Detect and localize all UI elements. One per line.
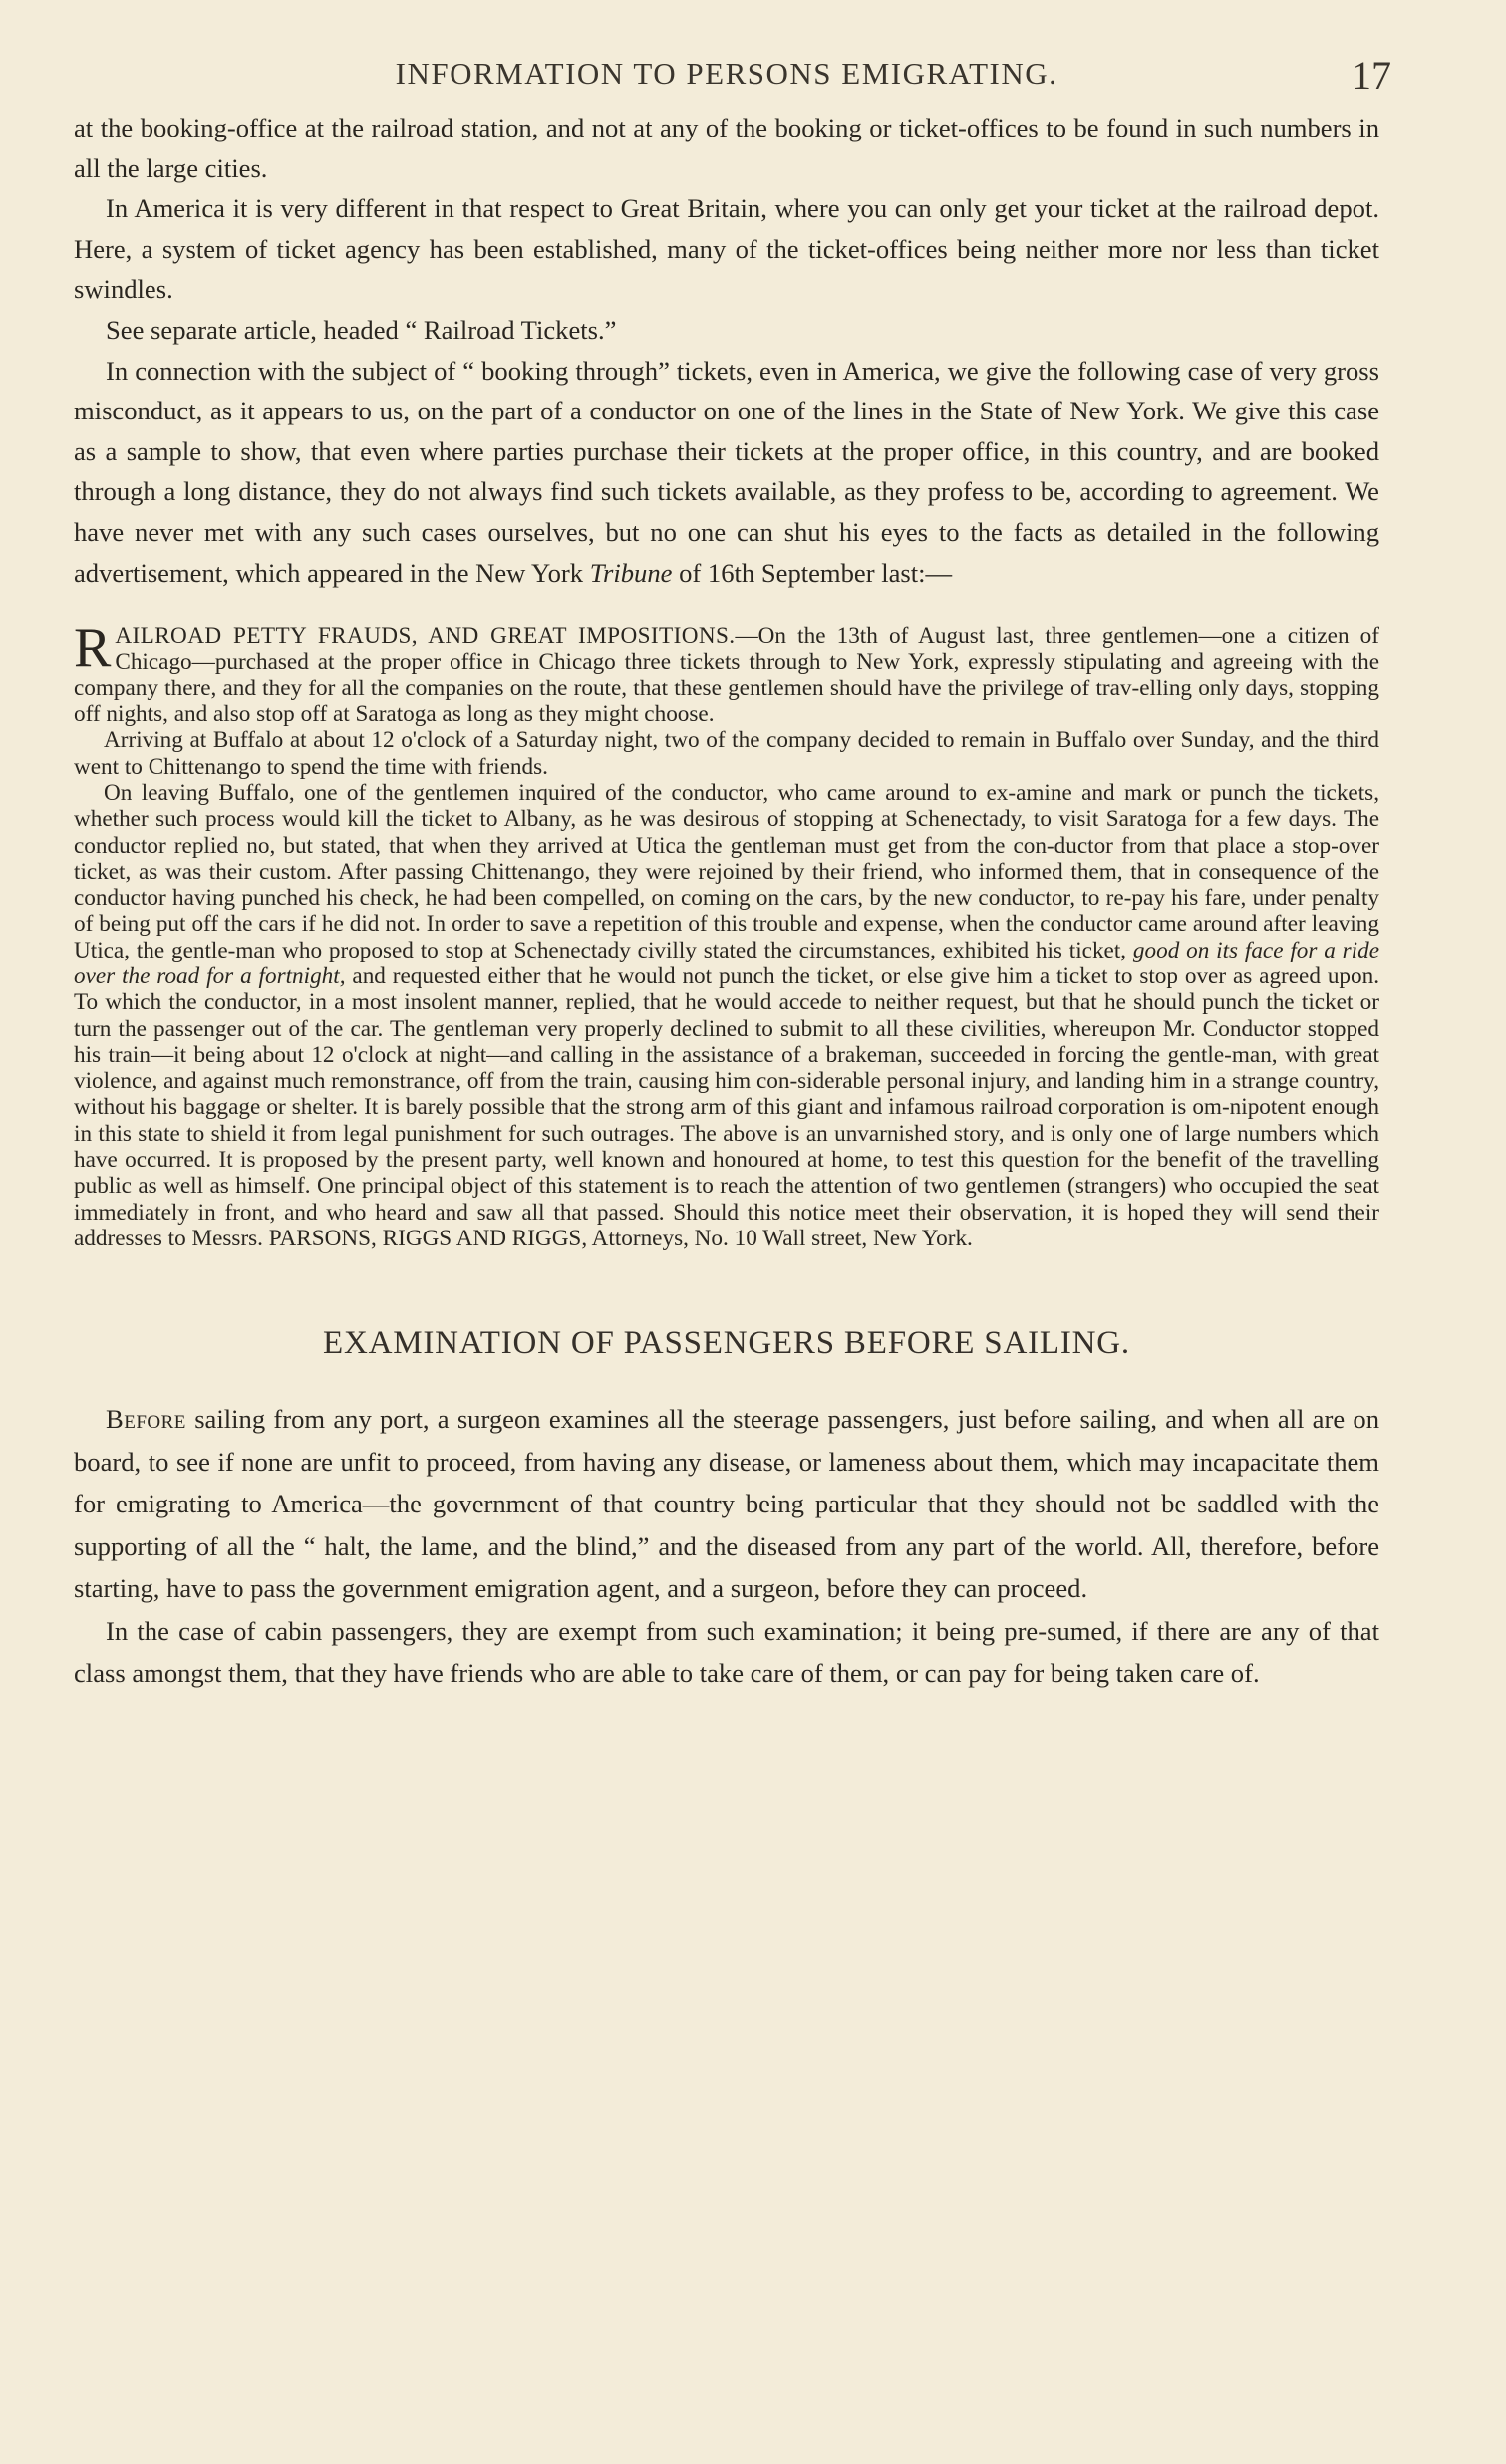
advertisement-paragraph-1-text: —On the 13th of August last, three gentlemen—one a citizen of Chicago—purchased at the proper office in Chicago three tickets through to New York, expressly stipulating and agreeing with the company there, and they for all the companies on the route, that these gentlemen should have the privilege of trav-elling only days, stopping off nights, and also stop off at Saratoga as long as they might choose. — [74, 623, 1379, 728]
paragraph-lead-word: Before — [106, 1404, 186, 1435]
advertisement-paragraph-3-text: On leaving Buffalo, one of the gentlemen inquired of the conductor, who came around to ex-amine and mark or punch the tickets, whether such process would kill the ticket to Albany, as he was desirous of stopping at Schenectady, to visit Saratoga for a few days. The conductor replied no, but stated, that when they arrived at Utica the gentleman must get from the con-ductor from that place a stop-over ticket, as was their custom. After passing Chittenango, they were rejoined by their friend, who informed them, that in consequence of the conductor having punched his check, he had been compelled, on coming on the cars, by the new conductor, to re-pay his fare, under penalty of being put off the cars if he did not. In order to save a repetition of this trouble and expense, when the conductor came around after leaving Utica, the gentle-man who proposed to stop at Schenectady civilly stated the circumstances, exhibited his ticket, — [74, 779, 1379, 963]
drop-cap: R — [74, 617, 112, 680]
page — [74, 53, 1391, 1695]
paragraph-examination-text: sailing from any port, a surgeon examines all the steerage passengers, just before sailing, and when all are on board, to see if none are unfit to proceed, from having any disease, or lameness about them, which may incapacitate them for emigrating to America—the government of that country being particular that they should not be saddled with the supporting of all the “ halt, the lame, and the blind,” and the diseased from any part of the world. All, therefore, before starting, have to pass the government emigration agent, and a surgeon, before they can proceed. — [74, 1404, 1380, 1604]
advertisement-paragraph-2: Arriving at Buffalo at about 12 o'clock of a Saturday night, two of the company decided to remain in Buffalo over Sunday, and the third went to Chittenango to spend the time with friends. — [74, 727, 1379, 780]
advertisement-paragraph-1 — [74, 617, 1379, 728]
advertisement — [74, 617, 1380, 1251]
section-title: EXAMINATION OF PASSENGERS BEFORE SAILING. — [323, 1325, 1130, 1362]
paragraph-booking-through-text: In connection with the subject of “ booking through” tickets, even in America, we give the following case of very gross misconduct, as it appears to us, on the part of a conductor on one of the lines in the State of New York. We give this case as a sample to show, that even where parties purchase their tickets at the proper office, in this country, and are booked through a long distance, they do not always find such tickets available, as they profess to be, according to agreement. We have never met with any such cases ourselves, but no one can shut his eyes to the facts as detailed in the following advertisement, which appeared in the New York — [74, 355, 1379, 588]
paragraph-booking-through-end: of 16th September last:— — [679, 557, 953, 588]
advertisement-paragraph-3-end: and requested either that he would not punch the ticket, or else give him a ticket to stop over as agreed upon. To which the conductor, in a most insolent manner, replied, that he would accede to neither request, but that he should punch the ticket or turn the passenger out of the car. The gentleman very properly declined to submit to all these civilities, whereupon Mr. Conductor stopped his train—it being about 12 o'clock at night—and calling in the assistance of a brakeman, succeeded in forcing the gentle-man, with great violence, and against much remonstrance, off from the train, causing him con-siderable personal injury, and landing him in a strange country, without his baggage or shelter. It is barely possible that the strong arm of this giant and infamous railroad corporation is om-nipotent enough in this state to shield it from legal punishment for such outrages. The above is an unvarnished story, and is only one of large numbers which have occurred. It is proposed by the present party, well known and honoured at home, to test this question for the benefit of the travelling public as well as himself. One principal object of this statement is to reach the attention of two gentlemen (strangers) who occupied the seat immediately in front, and who heard and saw all that passed. Should this notice meet their observation, it is hoped they will send their addresses to Messrs. PARSONS, RIGGS AND RIGGS, Attorneys, No. 10 Wall street, New York. — [74, 962, 1379, 1251]
paragraph-see-article: See separate article, headed “ Railroad Tickets.” — [106, 314, 617, 345]
advertisement-headline: AILROAD PETTY FRAUDS, AND GREAT IMPOSITIONS. — [115, 623, 736, 650]
running-header — [74, 53, 1391, 108]
page-number: 17 — [1352, 53, 1391, 98]
paragraph-booking-through — [74, 351, 1379, 594]
advertisement-paragraph-3 — [74, 780, 1379, 1251]
paragraph-booking-office: at the booking-office at the railroad station, and not at any of the booking or ticket-offices to be found in such numbers in all the large cities. — [74, 113, 1379, 183]
paragraph-examination — [74, 1398, 1379, 1610]
paragraph-cabin-passengers: In the case of cabin passengers, they are exempt from such examination; it being pre-sumed, if there are any of that class amongst them, that they have friends who are able to take care of them, or can pay for being taken care of. — [74, 1615, 1379, 1689]
paragraph-america-tickets: In America it is very different in that respect to Great Britain, where you can only get your ticket at the railroad depot. Here, a system of ticket agency has been established, many of the ticket-offices being neither more nor less than ticket swindles. — [74, 193, 1379, 305]
newspaper-name: Tribune — [589, 557, 673, 588]
advertisement-italic-phrase: good on its face for a ride over the road for a fortnight, — [74, 937, 1380, 989]
running-title: INFORMATION TO PERSONS EMIGRATING. — [395, 56, 1058, 91]
